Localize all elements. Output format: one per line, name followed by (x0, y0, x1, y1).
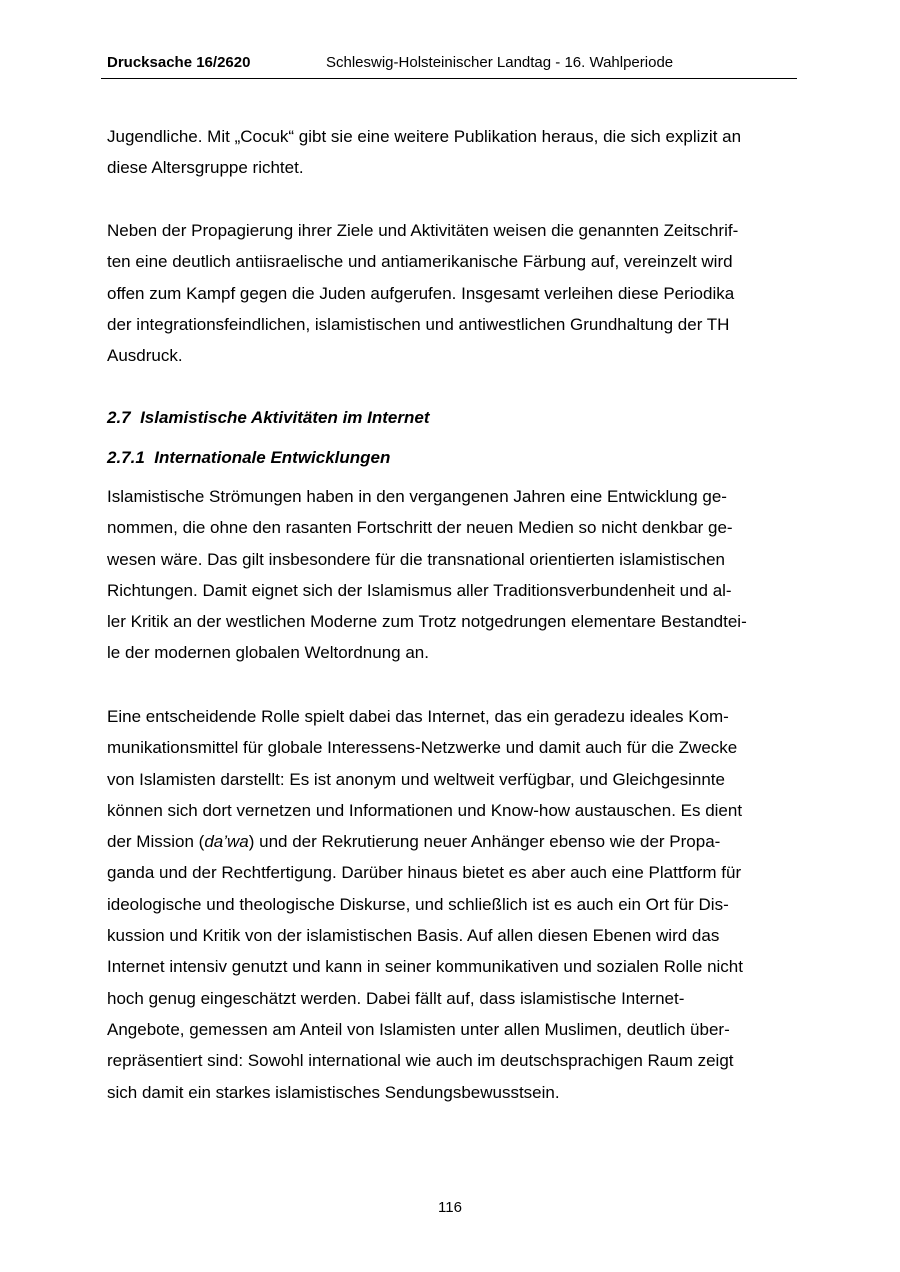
text-line: Neben der Propagierung ihrer Ziele und Aktivitäten weisen die genannten Zeitschrif- (107, 221, 739, 240)
text-line: ten eine deutlich antiisraelische und antiamerikanische Färbung auf, vereinzelt wird (107, 252, 733, 272)
text-line: nommen, die ohne den rasanten Fortschritt der neuen Medien so nicht denkbar ge- (107, 518, 733, 538)
text-line: können sich dort vernetzen und Informationen und Know-how austauschen. Es dient (107, 800, 743, 820)
document-number: Drucksache 16/2620 (107, 54, 251, 71)
page-header (101, 52, 797, 79)
text-line (107, 826, 743, 857)
text-line: ideologische und theologische Diskurse, und schließlich ist es auch ein Ort für Dis- (107, 894, 729, 914)
text-segment: ) und der Rekrutierung neuer Anhänger ebenso wie der Propa- (248, 832, 721, 852)
paragraph-3 (107, 481, 747, 669)
text-line: kussion und Kritik von der islamistischen Basis. Auf allen diesen Ebenen wird das (107, 926, 720, 946)
text-line: Internet intensiv genutzt und kann in seiner kommunikativen und sozialen Rolle nicht (107, 957, 743, 977)
text-line: Jugendliche. Mit „Cocuk“ gibt sie eine weitere Publikation heraus, die sich explizit an (107, 127, 742, 146)
section-heading: 2.7 Islamistische Aktivitäten im Internet (107, 408, 430, 427)
text-line: offen zum Kampf gegen die Juden aufgerufen. Insgesamt verleihen diese Periodika (107, 283, 735, 303)
text-line: ganda und der Rechtfertigung. Darüber hinaus bietet es aber auch eine Plattform für (107, 863, 742, 883)
paragraph-2 (107, 215, 738, 371)
paragraph-4 (107, 701, 743, 1108)
text-segment: der Mission ( (107, 832, 205, 852)
parliament-title: Schleswig-Holsteinischer Landtag - 16. Wahlperiode (326, 54, 674, 71)
paragraph-1 (107, 121, 741, 184)
text-line: sich damit ein starkes islamistisches Sendungsbewusstsein. (107, 1082, 560, 1102)
text-line: Islamistische Strömungen haben in den vergangenen Jahren eine Entwicklung ge- (107, 487, 727, 506)
text-line: repräsentiert sind: Sowohl international wie auch im deutschsprachigen Raum zeigt (107, 1051, 734, 1071)
text-line: munikationsmittel für globale Interessens-Netzwerke und damit auch für die Zwecke (107, 738, 738, 758)
text-line: ler Kritik an der westlichen Moderne zum Trotz notgedrungen elementare Bestandtei- (107, 612, 747, 632)
italic-term: da’wa (204, 832, 249, 852)
page-number: 116 (438, 1199, 462, 1216)
text-line: von Islamisten darstellt: Es ist anonym und weltweit verfügbar, und Gleichgesinnte (107, 769, 725, 789)
text-line: Ausdruck. (107, 346, 183, 366)
subsection-heading: 2.7.1 Internationale Entwicklungen (107, 448, 391, 467)
text-line: le der modernen globalen Weltordnung an. (107, 643, 429, 663)
text-line: Eine entscheidende Rolle spielt dabei das Internet, das ein geradezu ideales Kom- (107, 707, 729, 726)
text-line: Richtungen. Damit eignet sich der Islamismus aller Traditionsverbundenheit und al- (107, 580, 732, 600)
text-line: der integrationsfeindlichen, islamistischen und antiwestlichen Grundhaltung der TH (107, 314, 730, 334)
text-line: diese Altersgruppe richtet. (107, 158, 304, 178)
text-line: wesen wäre. Das gilt insbesondere für die transnational orientierten islamistischen (107, 549, 725, 569)
text-line: Angebote, gemessen am Anteil von Islamisten unter allen Muslimen, deutlich über- (107, 1019, 730, 1039)
text-line: hoch genug eingeschätzt werden. Dabei fällt auf, dass islamistische Internet- (107, 988, 685, 1008)
